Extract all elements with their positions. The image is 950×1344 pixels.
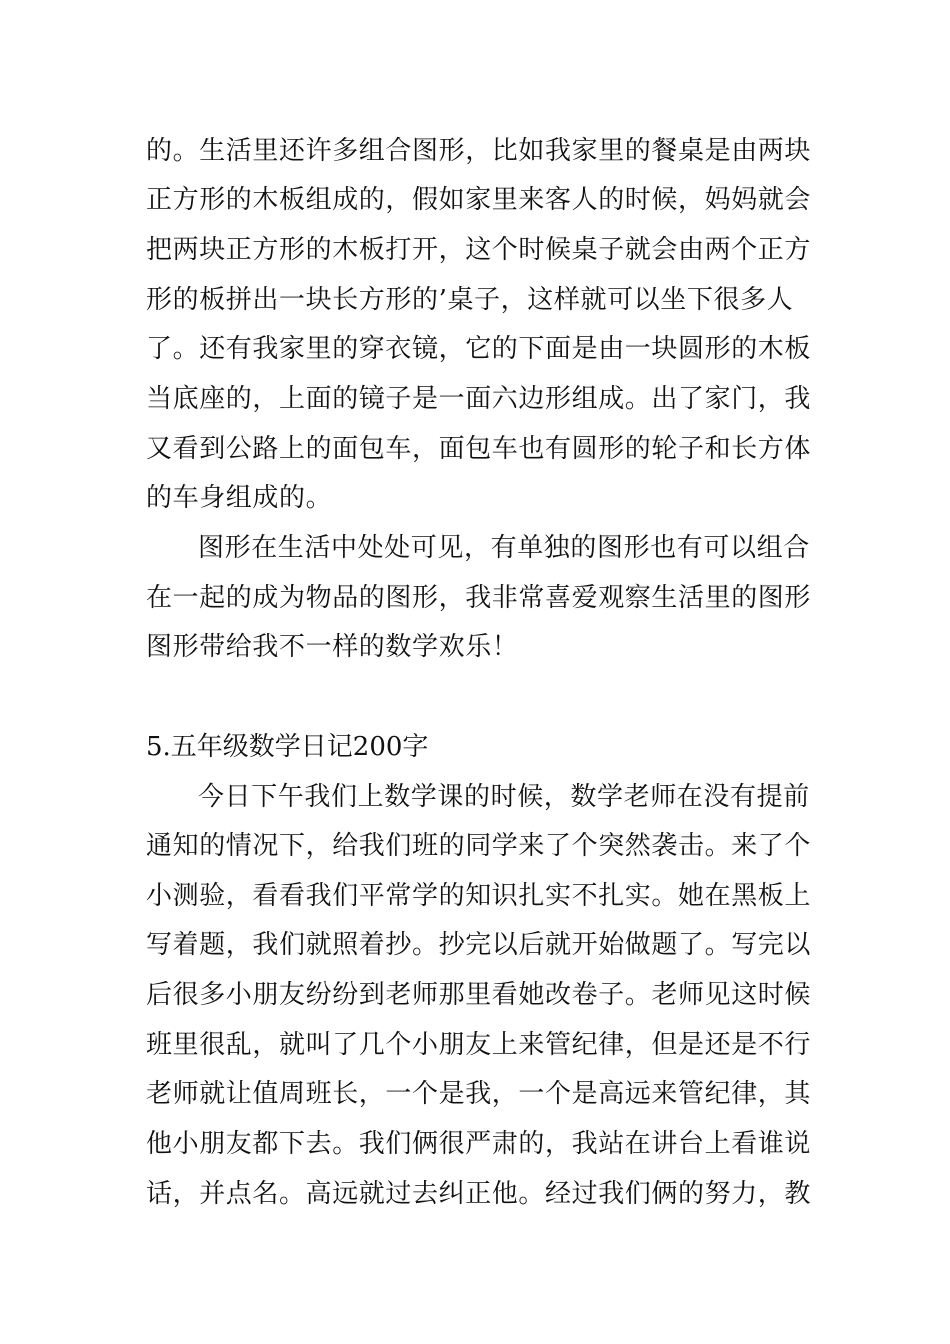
text-line: 了。还有我家里的穿衣镜，它的下面是由一块圆形的木板 [146,334,812,364]
text-line: 当底座的，上面的镜子是一面六边形组成。出了家门，我 [146,384,812,414]
text-line: 又看到公路上的面包车，面包车也有圆形的轮子和长方体 [146,434,812,464]
text-line: 班里很乱，就叫了几个小朋友上来管纪律，但是还是不行 [146,1030,812,1060]
text-line: 小测验，看看我们平常学的知识扎实不扎实。她在黑板上 [146,881,812,911]
text-line: 老师就让值周班长，一个是我，一个是高远来管纪律，其 [146,1079,812,1109]
text-line: 的。生活里还许多组合图形，比如我家里的餐桌是由两块 [146,136,812,166]
text-line: 正方形的木板组成的，假如家里来客人的时候，妈妈就会 [146,185,812,215]
text-line: 他小朋友都下去。我们俩很严肃的，我站在讲台上看谁说 [146,1129,812,1159]
text-line: 在一起的成为物品的图形，我非常喜爱观察生活里的图形 [146,583,812,613]
text-line: 后很多小朋友纷纷到老师那里看她改卷子。老师见这时候 [146,980,812,1010]
text-line: 把两块正方形的木板打开，这个时候桌子就会由两个正方 [146,235,812,265]
text-line: 形的板拼出一块长方形的’桌子，这样就可以坐下很多人 [146,285,794,315]
text-line: 话，并点名。高远就过去纠正他。经过我们俩的努力，教 [146,1179,812,1209]
text-line: 图形带给我不一样的数学欢乐！ [146,632,519,662]
section-heading: 5.五年级数学日记200字 [146,732,429,762]
text-line: 的车身组成的。 [146,483,333,513]
text-line: 写着题，我们就照着抄。抄完以后就开始做题了。写完以 [146,930,812,960]
text-line: 今日下午我们上数学课的时候，数学老师在没有提前 [198,782,810,812]
text-line: 通知的情况下，给我们班的同学来了个突然袭击。来了个 [146,831,812,861]
text-line: 图形在生活中处处可见，有单独的图形也有可以组合 [198,533,810,563]
